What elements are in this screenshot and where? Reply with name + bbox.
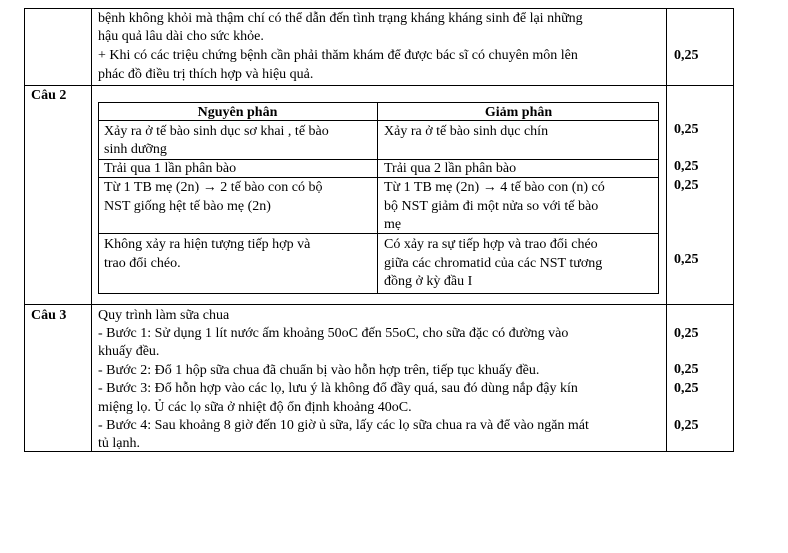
score: 0,25 — [674, 252, 699, 267]
score: 0,25 — [674, 381, 699, 396]
column-divider — [91, 8, 92, 452]
top-text-line: + Khi có các triệu chứng bệnh cần phải thăm khám để được bác sĩ có chuyên môn lên — [98, 48, 578, 63]
procedure-line: - Bước 2: Đổ 1 hộp sữa chua đã chuẩn bị vào hỗn hợp trên, tiếp tục khuấy đều. — [98, 363, 540, 378]
cell-text: Từ 1 TB mẹ (2n) → 2 tế bào con có bộ — [104, 180, 323, 195]
row-divider — [24, 304, 734, 305]
score: 0,25 — [674, 326, 699, 341]
cell-text: Từ 1 TB mẹ (2n) → 4 tế bào con (n) có — [384, 180, 605, 195]
comparison-divider — [377, 102, 378, 294]
score: 0,25 — [674, 418, 699, 433]
cell-text: đồng ở kỳ đầu I — [384, 274, 473, 289]
procedure-line: - Bước 4: Sau khoảng 8 giờ đến 10 giờ ủ sữa, lấy các lọ sữa chua ra và để vào ngăn mát — [98, 418, 589, 433]
score: 0,25 — [674, 48, 699, 63]
question-label: Câu 2 — [31, 88, 67, 103]
cell-text: Xảy ra ở tế bào sinh dục sơ khai , tế bào — [104, 124, 329, 139]
comparison-row-divider — [98, 177, 659, 178]
procedure-line: - Bước 1: Sử dụng 1 lít nước ấm khoảng 50oC đến 55oC, cho sữa đặc có đường vào — [98, 326, 569, 341]
cell-text: NST giống hệt tế bào mẹ (2n) — [104, 199, 271, 214]
cell-text: Trải qua 1 lần phân bào — [104, 161, 237, 176]
procedure-line: - Bước 3: Đổ hỗn hợp vào các lọ, lưu ý là không đổ đầy quá, sau đó dùng nắp đậy kín — [98, 381, 578, 396]
top-text-line: hậu quả lâu dài cho sức khỏe. — [98, 29, 264, 44]
procedure-line: Quy trình làm sữa chua — [98, 308, 230, 323]
cell-text: giữa các chromatid của các NST tương — [384, 256, 603, 271]
cell-text: mẹ — [384, 217, 402, 232]
procedure-line: khuấy đều. — [98, 344, 160, 359]
column-divider — [666, 8, 667, 452]
score: 0,25 — [674, 122, 699, 137]
row-divider — [24, 85, 734, 86]
score: 0,25 — [674, 159, 699, 174]
column-header: Nguyên phân — [197, 105, 278, 120]
cell-text: Trải qua 2 lần phân bào — [384, 161, 517, 176]
cell-text: bộ NST giảm đi một nửa so với tế bào — [384, 199, 599, 214]
comparison-row-divider — [98, 233, 659, 234]
cell-text: trao đổi chéo. — [104, 256, 181, 271]
cell-text: Xảy ra ở tế bào sinh dục chín — [384, 124, 549, 139]
procedure-line: miệng lọ. Ủ các lọ sữa ở nhiệt độ ổn định khoảng 40oC. — [98, 400, 412, 415]
score: 0,25 — [674, 362, 699, 377]
procedure-line: tủ lạnh. — [98, 436, 140, 451]
score: 0,25 — [674, 178, 699, 193]
cell-text: Không xảy ra hiện tượng tiếp hợp và — [104, 237, 311, 252]
top-text-line: bệnh không khỏi mà thậm chí có thể dẫn đến tình trạng kháng kháng sinh để lại những — [98, 11, 583, 26]
column-header: Giảm phân — [484, 105, 553, 120]
top-text-line: phác đồ điều trị thích hợp và hiệu quả. — [98, 67, 314, 82]
cell-text: Có xảy ra sự tiếp hợp và trao đổi chéo — [384, 237, 598, 252]
cell-text: sinh dưỡng — [104, 142, 167, 157]
question-label: Câu 3 — [31, 308, 67, 323]
